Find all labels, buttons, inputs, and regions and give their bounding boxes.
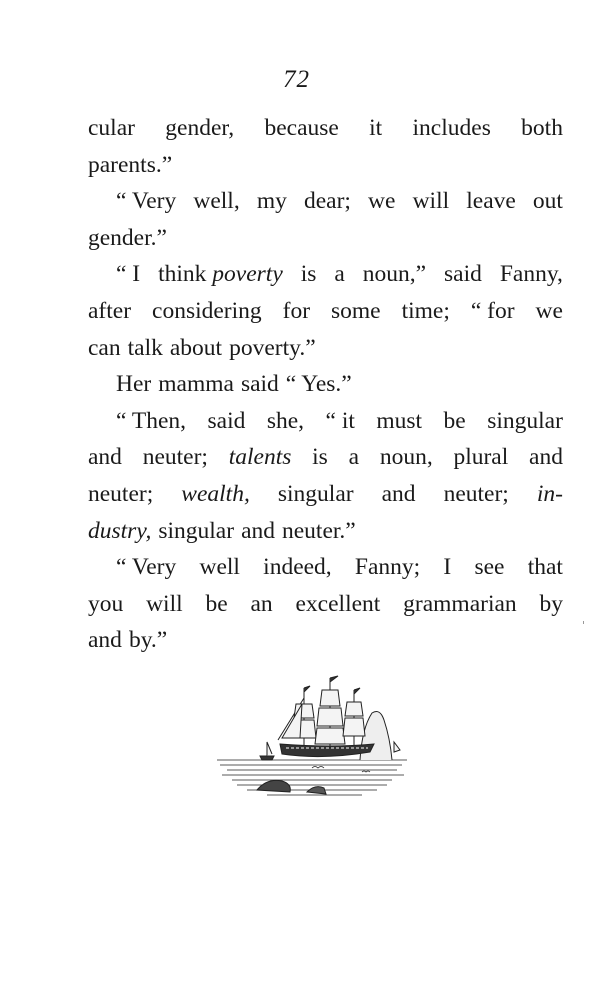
word: my [256,188,287,215]
word: a [334,261,345,288]
word: said [444,261,482,288]
word: “ for [470,297,515,324]
word: gender.” [88,224,167,251]
word: time; [401,297,450,324]
word: it [369,115,383,141]
text-line [88,586,563,623]
text-line [88,183,563,220]
word: wealth, [181,480,250,507]
word: because [264,115,339,141]
word: some [331,297,381,324]
word: singular [487,407,563,434]
word: well, [193,188,240,215]
word: cular [88,115,135,141]
text-line [88,549,563,586]
word: excellent [295,590,381,617]
word: neuter.” [282,517,356,544]
word: noun,” [362,261,427,288]
word: in- [536,480,563,507]
word: by [539,590,563,617]
word: poverty.” [229,334,316,361]
word: both [521,115,563,141]
word: parents.” [88,151,173,178]
word: indeed, [263,554,332,581]
word: is [312,444,328,471]
word: “ Very [116,554,177,581]
word: and [88,444,122,471]
word: said [207,407,246,434]
text-line [88,293,563,330]
word: that [527,554,563,581]
text-line [88,366,563,403]
word: out [532,188,563,215]
ship-vignette-illustration [212,668,412,808]
page-number: 72 [283,66,310,93]
word: after [88,297,132,324]
word: must [376,407,423,434]
word: think poverty [158,261,283,288]
margin-speck [583,621,584,624]
word: talk [127,334,163,361]
word: she, [266,407,305,434]
word: for [282,297,311,324]
text-line [88,110,563,147]
word: dear; [303,188,351,215]
body-text [88,110,563,659]
text-line [88,147,563,184]
word: neuter; [142,444,208,471]
word: gender, [165,115,235,141]
word: be [205,590,228,617]
word: well [199,554,240,581]
word: plural [453,444,509,471]
word: and [241,517,275,544]
word: an [250,590,273,617]
word: a [348,444,360,471]
word: see [474,554,505,581]
word: talents [228,444,292,471]
word: by.” [128,627,168,654]
word: we [368,188,396,215]
word: about [169,334,223,361]
word: neuter; [443,480,509,507]
word: we [535,297,563,324]
word: includes [412,115,491,141]
text-line [88,220,563,257]
word: considering [152,297,262,324]
word: will [146,590,183,617]
word: and [381,480,416,507]
word: “ Very [116,188,177,215]
word: I [443,554,452,581]
word: Her [116,371,152,398]
word: dustry, [88,517,152,544]
word: is [300,261,317,288]
word: “ it [325,407,355,434]
word: will [412,188,450,215]
word: “ I [116,261,141,288]
word: noun, [379,444,433,471]
word: neuter; [88,480,154,507]
word: singular [158,517,235,544]
word: Fanny; [354,554,421,581]
word: said [240,371,279,398]
word: and [529,444,563,471]
word: you [88,590,124,617]
text-line [88,513,563,550]
word: “ Then, [116,407,187,434]
word: mamma [158,371,234,398]
word: Fanny, [499,261,563,288]
word: be [443,407,466,434]
text-line [88,622,563,659]
word: “ Yes.” [285,371,352,398]
word: grammarian [403,590,517,617]
text-line [88,476,563,513]
word: and [88,627,122,654]
word: singular [277,480,354,507]
word: can [88,334,121,361]
text-line [88,439,563,476]
text-line [88,256,563,293]
word: leave [466,188,516,215]
text-line [88,330,563,367]
text-line [88,403,563,440]
